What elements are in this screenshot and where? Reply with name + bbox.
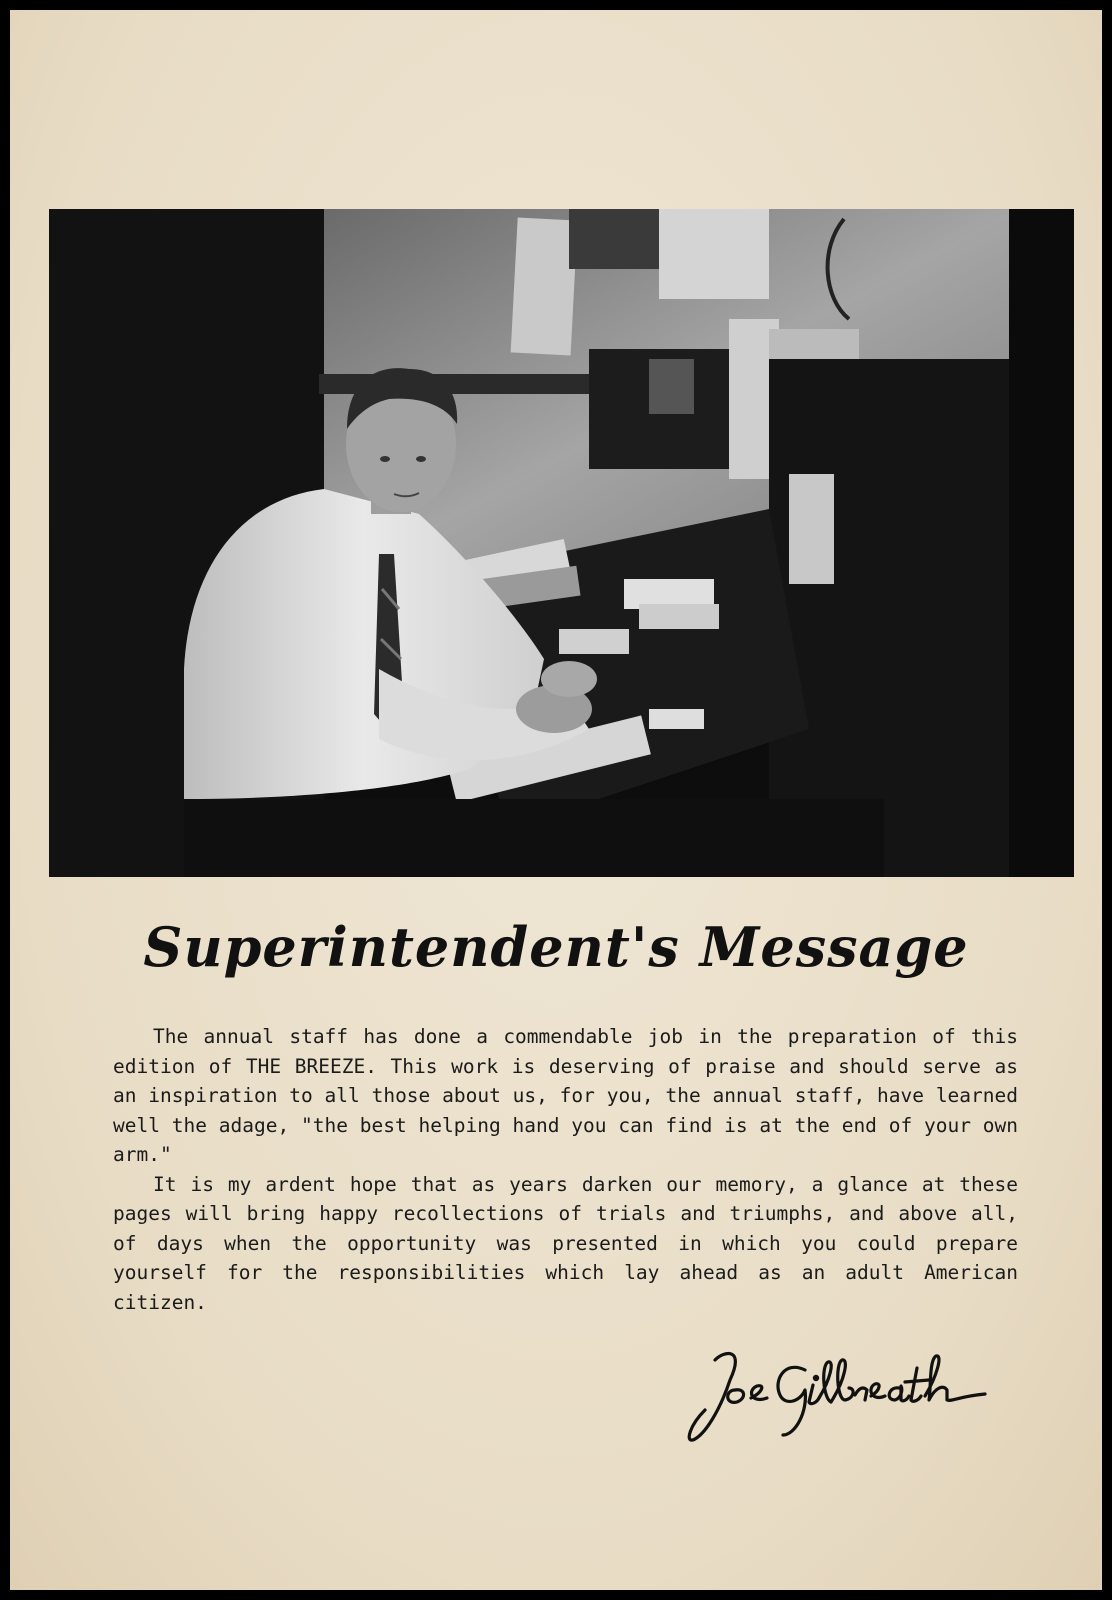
signature (685, 1340, 1015, 1450)
message-paragraph-2: It is my ardent hope that as years darken our memory, a glance at these pages will bring happy recollections of trials and triumphs, and above all, of days when the opportunity was presented in which you could prepare yourself for the responsibilities which lay ahead as an adult American citizen. (113, 1172, 1018, 1314)
page-title: Superintendent's Message (143, 915, 969, 979)
photo-illustration (49, 209, 1074, 877)
superintendent-photo (49, 209, 1074, 877)
message-body (113, 1022, 1018, 1317)
yearbook-page (10, 10, 1102, 1590)
message-paragraph-1: The annual staff has done a commendable job in the preparation of this edition of THE BREEZE. This work is deserving of praise and should serve as an inspiration to all those about us, for you, the annual staff, have learned well the adage, "the best helping hand you can find is at the end of your own arm." (113, 1025, 1018, 1166)
